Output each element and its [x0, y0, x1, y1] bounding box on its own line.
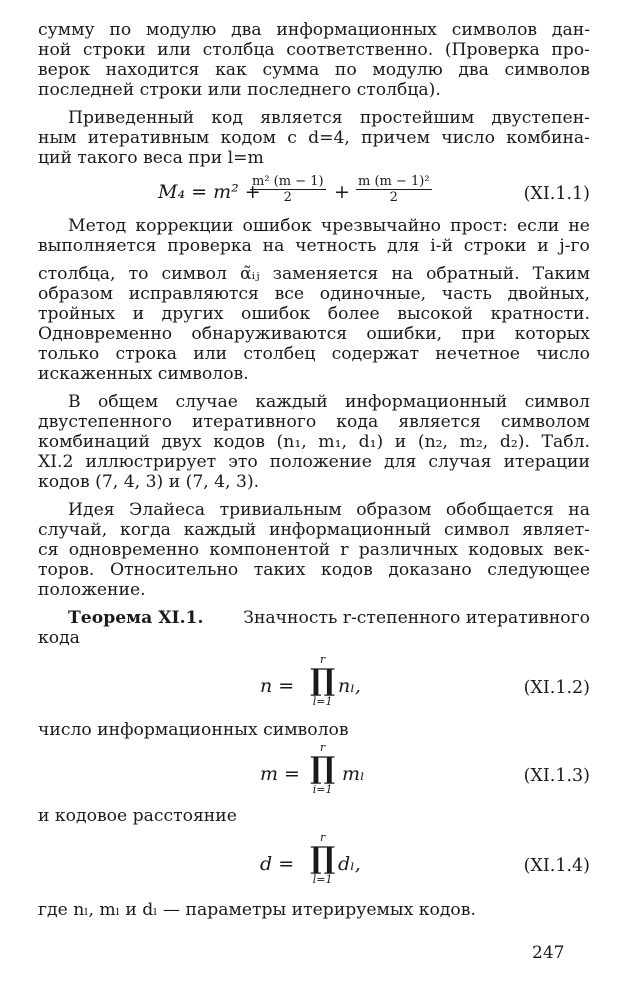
word: причем: [361, 128, 430, 148]
equation-xi-1-2: [38, 648, 590, 720]
word: следующее: [487, 560, 590, 580]
word: одновременно: [68, 540, 200, 560]
word: модулю: [372, 60, 443, 80]
word: как: [215, 60, 247, 80]
word: кратности.: [490, 304, 590, 324]
word: итеративного: [192, 412, 317, 432]
word: итеративным: [87, 128, 210, 148]
word: заменяется: [272, 264, 379, 284]
word: компонентой: [209, 540, 331, 560]
plus-sign: +: [334, 181, 350, 203]
text-line: [38, 20, 590, 40]
text-line: [38, 560, 590, 580]
word: является: [398, 412, 481, 432]
word: про-: [551, 40, 590, 60]
word: проверка: [167, 236, 252, 256]
word: комбина-: [506, 128, 590, 148]
word: Одновременно: [38, 324, 173, 344]
word: m₂,: [459, 432, 489, 452]
word: кодом: [220, 128, 276, 148]
word: модулю: [146, 20, 217, 40]
word: если: [517, 216, 560, 236]
word: исправляются: [128, 284, 259, 304]
word: являет-: [522, 520, 590, 540]
word: строки: [82, 40, 146, 60]
word: символ: [524, 392, 590, 412]
equation-lhs: d =: [260, 853, 295, 875]
word: только: [38, 344, 100, 364]
text-line: и кодовое расстояние: [38, 806, 237, 826]
word: информационный: [269, 520, 432, 540]
word: тройных: [38, 304, 116, 324]
word: строки: [463, 236, 527, 256]
text-line: [38, 324, 590, 344]
word: или: [193, 344, 228, 364]
equation-lhs: m =: [260, 763, 300, 785]
word: Идея: [68, 500, 115, 520]
word: итерации: [503, 452, 590, 472]
word: доказано: [388, 560, 472, 580]
word: чрезвычайно: [320, 216, 441, 236]
theorem-text: Значность r-степенного итеративного: [243, 608, 590, 628]
word: двух: [161, 432, 202, 452]
word: или: [157, 40, 192, 60]
text-line: [38, 128, 590, 148]
word: d₁): [358, 432, 384, 452]
word: дан-: [551, 20, 590, 40]
word: ным: [38, 128, 77, 148]
text-line: число информационных символов: [38, 720, 349, 740]
word: ошибок: [240, 304, 311, 324]
word: m₁,: [318, 432, 347, 452]
word: кодовых: [468, 540, 544, 560]
text-line: [38, 40, 590, 60]
text-line: [38, 284, 590, 304]
word: выполняется: [38, 236, 157, 256]
fraction-1: $\frac{\text{m² (m − 1)}}{2}$: [252, 174, 324, 205]
word: высокой: [397, 304, 474, 324]
equation-rhs: dₗ,: [338, 853, 361, 875]
word: Относительно: [109, 560, 239, 580]
word: случай,: [38, 520, 108, 540]
word: (n₂,: [417, 432, 448, 452]
word: четность: [295, 236, 377, 256]
word: нечетное: [435, 344, 520, 364]
word: то: [128, 264, 149, 284]
word: образом: [356, 500, 432, 520]
word: В: [68, 392, 81, 412]
word: случая: [428, 452, 492, 472]
text-line: [38, 412, 590, 432]
word: d₂).: [499, 432, 530, 452]
word: двустепен-: [491, 108, 590, 128]
word: строка: [115, 344, 177, 364]
theorem-xi-1: [38, 608, 590, 648]
word: ошибок: [242, 216, 312, 236]
word: символ: [444, 520, 510, 540]
text-line: ций такого веса при l=m: [38, 148, 264, 168]
word: α̃ᵢⱼ: [239, 264, 260, 284]
word: которых: [514, 324, 590, 344]
equation-number: (XI.1.3): [523, 766, 590, 786]
word: кодов: [321, 560, 373, 580]
word: код: [211, 108, 243, 128]
word: (n₁,: [276, 432, 307, 452]
text-line: [38, 452, 590, 472]
word: столбца: [202, 40, 275, 60]
word: положение: [269, 452, 372, 472]
word: двойных,: [507, 284, 590, 304]
word: число: [536, 344, 590, 364]
word: двустепенного: [38, 412, 172, 432]
word: одиночные,: [319, 284, 427, 304]
theorem-title: Теорема XI.1.: [68, 608, 204, 628]
word: на: [391, 264, 414, 284]
text-line: искаженных символов.: [38, 364, 249, 384]
text-line: [38, 540, 590, 560]
equation-lhs: n =: [260, 675, 295, 697]
text-line: [38, 108, 590, 128]
word: каждый: [183, 520, 257, 540]
word: ной: [38, 40, 72, 60]
word: тривиальным: [219, 500, 342, 520]
word: различных: [358, 540, 458, 560]
word: столбца,: [38, 264, 116, 284]
word: символов: [451, 20, 538, 40]
text-line: [38, 392, 590, 412]
word: обнаруживаются: [191, 324, 348, 344]
word: два: [231, 20, 262, 40]
word: два: [458, 60, 489, 80]
product-symbol: r ∏ l=1: [310, 831, 336, 886]
word: все: [274, 284, 305, 304]
word: XI.2: [38, 452, 74, 472]
equation-number: (XI.1.1): [523, 184, 590, 204]
word: и: [132, 304, 145, 324]
word: информационный: [345, 392, 508, 412]
word: сумма: [262, 60, 320, 80]
word: не: [568, 216, 590, 236]
equation-rhs: mₗ: [342, 763, 365, 785]
word: Приведенный: [68, 108, 195, 128]
word: более: [327, 304, 380, 324]
word: обобщается: [445, 500, 554, 520]
equation-xi-1-1: [38, 168, 590, 216]
word: Таким: [532, 264, 590, 284]
word: число: [441, 128, 495, 148]
paragraph-5: [38, 500, 590, 600]
equation-xi-1-3: [38, 740, 590, 806]
word: таких: [253, 560, 306, 580]
word: и: [537, 236, 549, 256]
word: кода: [336, 412, 379, 432]
word: соответственно.: [286, 40, 434, 60]
word: j-го: [559, 236, 590, 256]
word: i-й: [430, 236, 454, 256]
word: обратный.: [426, 264, 520, 284]
word: для: [383, 452, 417, 472]
equation-xi-1-4: [38, 826, 590, 900]
word: прост:: [450, 216, 508, 236]
text-line: [38, 304, 590, 324]
word: для: [387, 236, 420, 256]
text-line: [38, 236, 590, 256]
word: и: [394, 432, 407, 452]
word: на: [262, 236, 285, 256]
word: столбец: [243, 344, 316, 364]
text-line: [38, 216, 590, 236]
text-line: последней строки или последнего столбца).: [38, 80, 441, 100]
word: каждый: [255, 392, 328, 412]
word: находится: [105, 60, 200, 80]
text-line: [38, 264, 590, 284]
word: общем: [97, 392, 159, 412]
word: содержат: [331, 344, 419, 364]
text-line: [38, 500, 590, 520]
text-line: кодов (7, 4, 3) и (7, 4, 3).: [38, 472, 260, 492]
paragraph-1: [38, 20, 590, 100]
fraction-2: $\frac{\text{m (m − 1)²}}{2}$: [358, 174, 430, 205]
word: ся: [38, 540, 59, 560]
product-symbol: r ∏ i=1: [310, 741, 336, 796]
word: часть: [441, 284, 492, 304]
text-line: [38, 60, 590, 80]
word: случае: [175, 392, 238, 412]
word: символом: [500, 412, 590, 432]
word: ошибки,: [366, 324, 443, 344]
word: является: [260, 108, 343, 128]
word: век-: [553, 540, 590, 560]
word: иллюстрирует: [85, 452, 217, 472]
word: Табл.: [541, 432, 590, 452]
word: простейшим: [359, 108, 475, 128]
word: информационных: [276, 20, 437, 40]
text-line: кода: [38, 628, 80, 648]
word: символов: [504, 60, 590, 80]
word: на: [568, 500, 590, 520]
word: по: [109, 20, 132, 40]
paragraph-2: [38, 108, 590, 168]
word: когда: [119, 520, 171, 540]
word: d=4,: [308, 128, 350, 148]
page-number: 247: [532, 943, 565, 963]
equation-lhs: M₄ = m² +: [158, 181, 261, 203]
word: торов.: [38, 560, 95, 580]
word: с: [287, 128, 297, 148]
word: коррекции: [135, 216, 234, 236]
word: Метод: [68, 216, 127, 236]
text-line: [38, 344, 590, 364]
word: комбинаций: [38, 432, 150, 452]
text-line: [38, 432, 590, 452]
text-line: [38, 520, 590, 540]
text-line: положение.: [38, 580, 146, 600]
word: кодов: [213, 432, 265, 452]
word: это: [228, 452, 258, 472]
word: других: [161, 304, 224, 324]
word: по: [334, 60, 357, 80]
equation-number: (XI.1.4): [523, 856, 590, 876]
paragraph-3: [38, 216, 590, 384]
word: r: [340, 540, 349, 560]
book-page: [38, 20, 590, 920]
word: образом: [38, 284, 114, 304]
word: при: [461, 324, 496, 344]
closing-line: где nₗ, mₗ и dₗ — параметры итерируемых кодов.: [38, 900, 476, 920]
word: (Проверка: [444, 40, 540, 60]
product-symbol: r ∏ l=1: [310, 653, 336, 708]
equation-rhs: nₗ,: [338, 675, 361, 697]
equation-number: (XI.1.2): [523, 678, 590, 698]
word: Элайеса: [129, 500, 205, 520]
word: символ: [161, 264, 227, 284]
word: верок: [38, 60, 90, 80]
theorem-line: [38, 608, 590, 628]
word: сумму: [38, 20, 95, 40]
paragraph-4: [38, 392, 590, 492]
